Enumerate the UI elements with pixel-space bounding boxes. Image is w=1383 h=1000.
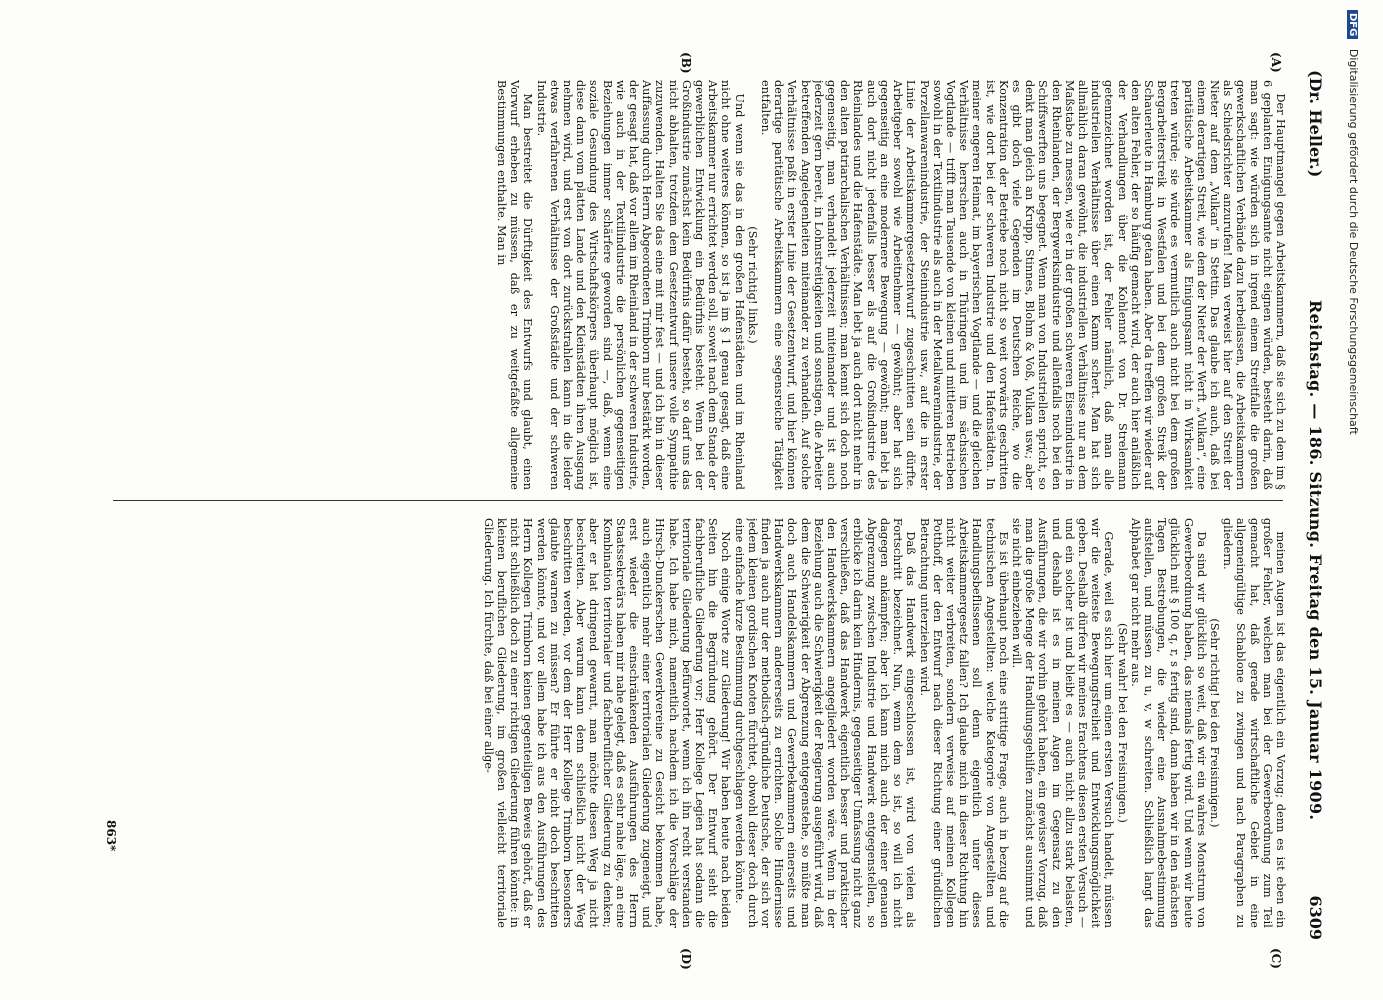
paragraph: Noch einige Worte zur Gliederung! Wir haben heute nach beiden Seiten hin die Begründung gehört. Der Entwurf sieht die fachberufliche Gliederung vor; Herr Kollege Legien hat sodann die territoriale Gliederung befürwortet, wenn ich ihn recht verstanden habe. Ich habe mich, namentlich nachdem ich die Vorschläge der Hirsch-Dunckerschen Gewerkvereine zu Gesicht bekommen habe, auch eigentlich mehr einer territorialen Gliederung zugeneigt, und erst wieder die einschränkenden Ausführungen des Herrn Staatssekretärs haben mir nahe gelegt, daß es sehr nahe läge, an eine Kombination territorialer und fachberuflicher Gliederung zu denken; aber er hat dringend gewarnt, man möchte diesen Weg ja nicht beschreiten. Aber warum kann denn schließlich nicht der Weg beschritten werden, vor dem der Herr Kollege Trimborn besonders glaubte warnen zu müssen? Er führte er nicht doch beschritten werden könnte, und vor allem habe ich aus den Ausführungen des Herrn Kollegen Trimborn keinen gegenteiligen Beweis gehört, daß er nicht schließlich doch zu einer richtigen Gliederung führen könnte: in kleinen beruflichen Gliederung, im großen vielleicht territoriale Gliederung. Ich fürchte, daß bei einer allge- — [481, 518, 733, 928]
column-divider — [113, 500, 1283, 501]
dfg-logo-icon: DFG — [1347, 10, 1358, 39]
margin-letter-b: (B) — [679, 52, 693, 74]
page-title: Reichstag. — 186. Sitzung. Freitag den 15. Januar 1909. — [1306, 300, 1325, 821]
margin-letter-a: (A) — [1269, 52, 1283, 73]
funding-credit — [1342, 10, 1360, 990]
interjection: (Sehr richtig! links.) — [745, 226, 759, 344]
paragraph: Und wenn sie das in den großen Hafenstädten und im Rheinland nicht ohne weiteres können, so ist ja im § 1 genau gesagt, daß eine Arbeitskammer nur errichtet werden soll, soweit nach dem Stande der gewerblichen Entwicklung ein Bedürfnis besteht. Wenn bei der Großindustrie zunächst kein Bedürfnis dafür besteht, so darf uns das nicht abhalten, trotzdem dem Gesetzentwurf unsere volle Sympathie zuzuwenden. Halten Sie das eine mit mir fest — und ich bin in dieser Auffassung durch Herrn Abgeordneten Trimborn nur bestärkt worden, der gesagt hat, daß vor allem im Rheinland in der schweren Industrie, wie auch in der Textilindustrie die persönlichen gegenseitigen Beziehungen immer schärfere geworden sind —, daß, wenn eine soziale Gesundung des Wirtschaftskörpers überhaupt möglich ist, diese dann vom platten Lande und den Kleinstädten ihren Ausgang nehmen wird, und erst von dort zurückstrahlen kann in die leider etwas verfahrenen Verhältnisse der Großstädte und der schweren Industrie. — [534, 80, 746, 490]
paragraph: Man bestreitet die Dürftigkeit des Entwurfs und glaubt, einen Vorwurf erheben zu müssen, daß er zu weitgefaßte allgemeine Bestimmungen enthalte. Man in — [495, 80, 535, 490]
paragraph: meinen Augen ist das eigentlich ein Vorzug; denn es ist eben ein großer Fehler, welchen man bei der Gewerbeordnung zum Teil gemacht hat, daß gerade wirtschaftliche Gebiet in eine allgemeingültige Schablone zu zwingen und nach Paragraphen zu gliedern. — [1221, 518, 1287, 928]
interjection: (Sehr wahr! bei den Freisinnigen.) — [1115, 623, 1129, 823]
paragraph: Daß das Handwerk eingeschlossen ist, wird von vielen als Fortschritt bezeichnet. Nun, wenn dem so ist, so will ich nicht dagegen ankämpfen; aber ich kann mich auch der einer genauen Abgrenzung zwischen Industrie und Handwerk entgegenstellen, so erblicke ich darin kein Hindernis, gegenseitiger Umfassung nicht ganz verschließen, daß das Handwerk eigentlich besser und praktischer den Handwerkskammern angegliedert worden wäre. Wenn in der Beziehung auch die Schwierigkeit der Regierung ausgeführt wird, daß dem die Schwierigkeit der Abgrenzung entgegenstehe, so müßte man doch auch Handelskammern und Gewerbekammern einerseits und Handwerkskammern andererseits zu errichten. Solche Hindernisse finden ja auch nur der methodisch-gründliche Deutsche, der sich vor jedem kleinen gordischen Knoten fürchtet, obwohl dieser doch durch eine einfache kurze Bestimmung durchgeschlagen werden könnte. — [732, 518, 918, 928]
paragraph: Da sind wir glücklich so weit, daß wir ein wahres Monstrum von Gewerbeordnung haben, das niemals fertig wird. Und wenn wir heute glücklich mit § 100 q, r, s fertig sind, dann haben wir in den nächsten Tagen Bestrebungen, die wieder eine Ausnahmebestimmung aufstellen, und müssen zu u, v, w schreiten. Schließlich langt das Alphabet gar nicht mehr aus. — [1128, 518, 1208, 928]
paragraph: Es ist überhaupt noch eine strittige Frage, auch in bezug auf die technischen Angestellten: welche Kategorie von Angestellten und Handlungsbeflissenen soll denn eigentlich unter dieses Arbeitskammergesetz fallen? Ich glaube mich in dieser Richtung hin nicht weiter verbreiten, sondern verweise auf meinen Kollegen Potthoff, der den Entwurf nach dieser Richtung einer gründlichen Betrachtung unterziehen wird. — [917, 518, 1010, 928]
right-text-column — [117, 518, 1287, 928]
paragraph: Der Hauptmangel gegen Arbeitskammern, daß sie sich zu dem im § 6 geplanten Einigungsamte nicht eignen würden, besteht darin, daß man sagt: wie würden sich in irgend einem Streitfalle die großen gewerkschaftlichen Verbände dazu herbeilassen, die Arbeitskammern als Schiedsrichter anzurufen! Man verweist hier auf den Streit der Nieter auf dem „Vulkan“ in Stettin. Das glaube ich auch, daß bei einem derartigen Streit, wie dem der Nieter der Werft „Vulkan“, eine paritätische Arbeitskammer als Einigungsamt nicht in Wirksamkeit treten würde; sie würde es vermutlich auch nicht bei dem großen Bergarbeiterstreik in Westfalen und bei dem großen Streik der Schauerleute in Hamburg getan haben. Aber da treffen wir wieder auf den alten Fehler, der so häufig gemacht wird, der auch hier anläßlich der Verhandlungen über die Kohlennot von Dr. Strelemann getennzeichnet worden ist, der Fehler nämlich, daß man alle industriellen Verhältnisse über einen Kamm schert. Man hat sich allmählich daran gewöhnt, die industriellen Verhältnisse nur an dem Maßstabe zu messen, wie er in der großen schweren Eisenindustrie in den Rheinlanden, der Bergwerksindustrie und allenfalls noch bei den Schiffswerften uns begegnet. Wenn man von Industriellen spricht, so denkt man gleich an Krupp, Stinnes, Blohm & Voß, Vulkan usw.; aber es gibt doch viele Gegenden im Deutschen Reiche, wo die Konzentration der Betriebe noch nicht so weit vorwärts geschritten ist, wie dort bei der schweren Industrie und den Hafenstädten. In meiner engeren Heimat, im bayerischen Vogtlande — und die gleichen Verhältnisse herrschen auch in Thüringen und im sächsischen Vogtlande — trifft man Tausende von kleinen und mittleren Betrieben sowohl in der Textilindustrie als auch in der Metallwarenindustrie, der Porzellanwarenindustrie, der Steinindustrie usw., auf die in erster Linie der Arbeitskammergesetzentwurf zugeschnitten sein dürfte. Arbeitgeber sowohl wie Arbeitnehmer — gewöhnt; aber hat sich gegenseitig an eine modernere Bewegung — gewöhnt; man lebt ja auch dort nicht jedenfalls besser als auf die Großindustrie des Rheinlandes und die Hafenstädte. Man lebt ja auch dort nicht mehr in den alten patriarchalischen Verhältnissen; man kennt sich doch noch gegenseitig, man verhandelt jederzeit miteinander und ist auch jederzeit gern bereit, in Lohnstreitigkeiten und sonstigen, die Arbeiter betreffenden Angelegenheiten miteinander zu verhandeln. Auf solche Verhältnisse paßt in erster Linie der Gesetzentwurf, und hier können derartige paritätische Arbeitskammern eine segensreiche Tätigkeit entfalten. — [759, 80, 1287, 490]
interjection: (Sehr richtig! bei den Freisinnigen.) — [1207, 618, 1221, 828]
credit-text: Digitalisierung gefördert durch die Deutsche Forschungsgemeinschaft — [1347, 48, 1360, 435]
page-number: 6309 — [1306, 895, 1325, 940]
margin-letter-d: (D) — [679, 948, 693, 970]
speaker-label: (Dr. Heller.) — [1306, 70, 1325, 178]
sheet-signature: 863* — [104, 820, 118, 852]
page-header — [1299, 70, 1325, 940]
paragraph: Gerade, weil es sich hier um einen ersten Versuch handelt, müssen wir die weiteste Bewegungsfreiheit und Entwicklungsmöglichkeit geben. Deshalb dürfen wir meines Erachtens diesen ersten Versuch — und ein solcher ist und bleibt es — auch nicht allzu stark belasten, und deshalb ist es in meinen Augen im Gegensatz zu den Ausführungen, die wir vorhin gehört haben, ein gewisser Vorzug, daß man die große Menge der Handlungsgehilfen zunächst ausnimmt und sie nicht einbeziehen will. — [1009, 518, 1116, 928]
margin-letter-c: (C) — [1269, 948, 1283, 969]
left-text-column — [117, 80, 1287, 490]
